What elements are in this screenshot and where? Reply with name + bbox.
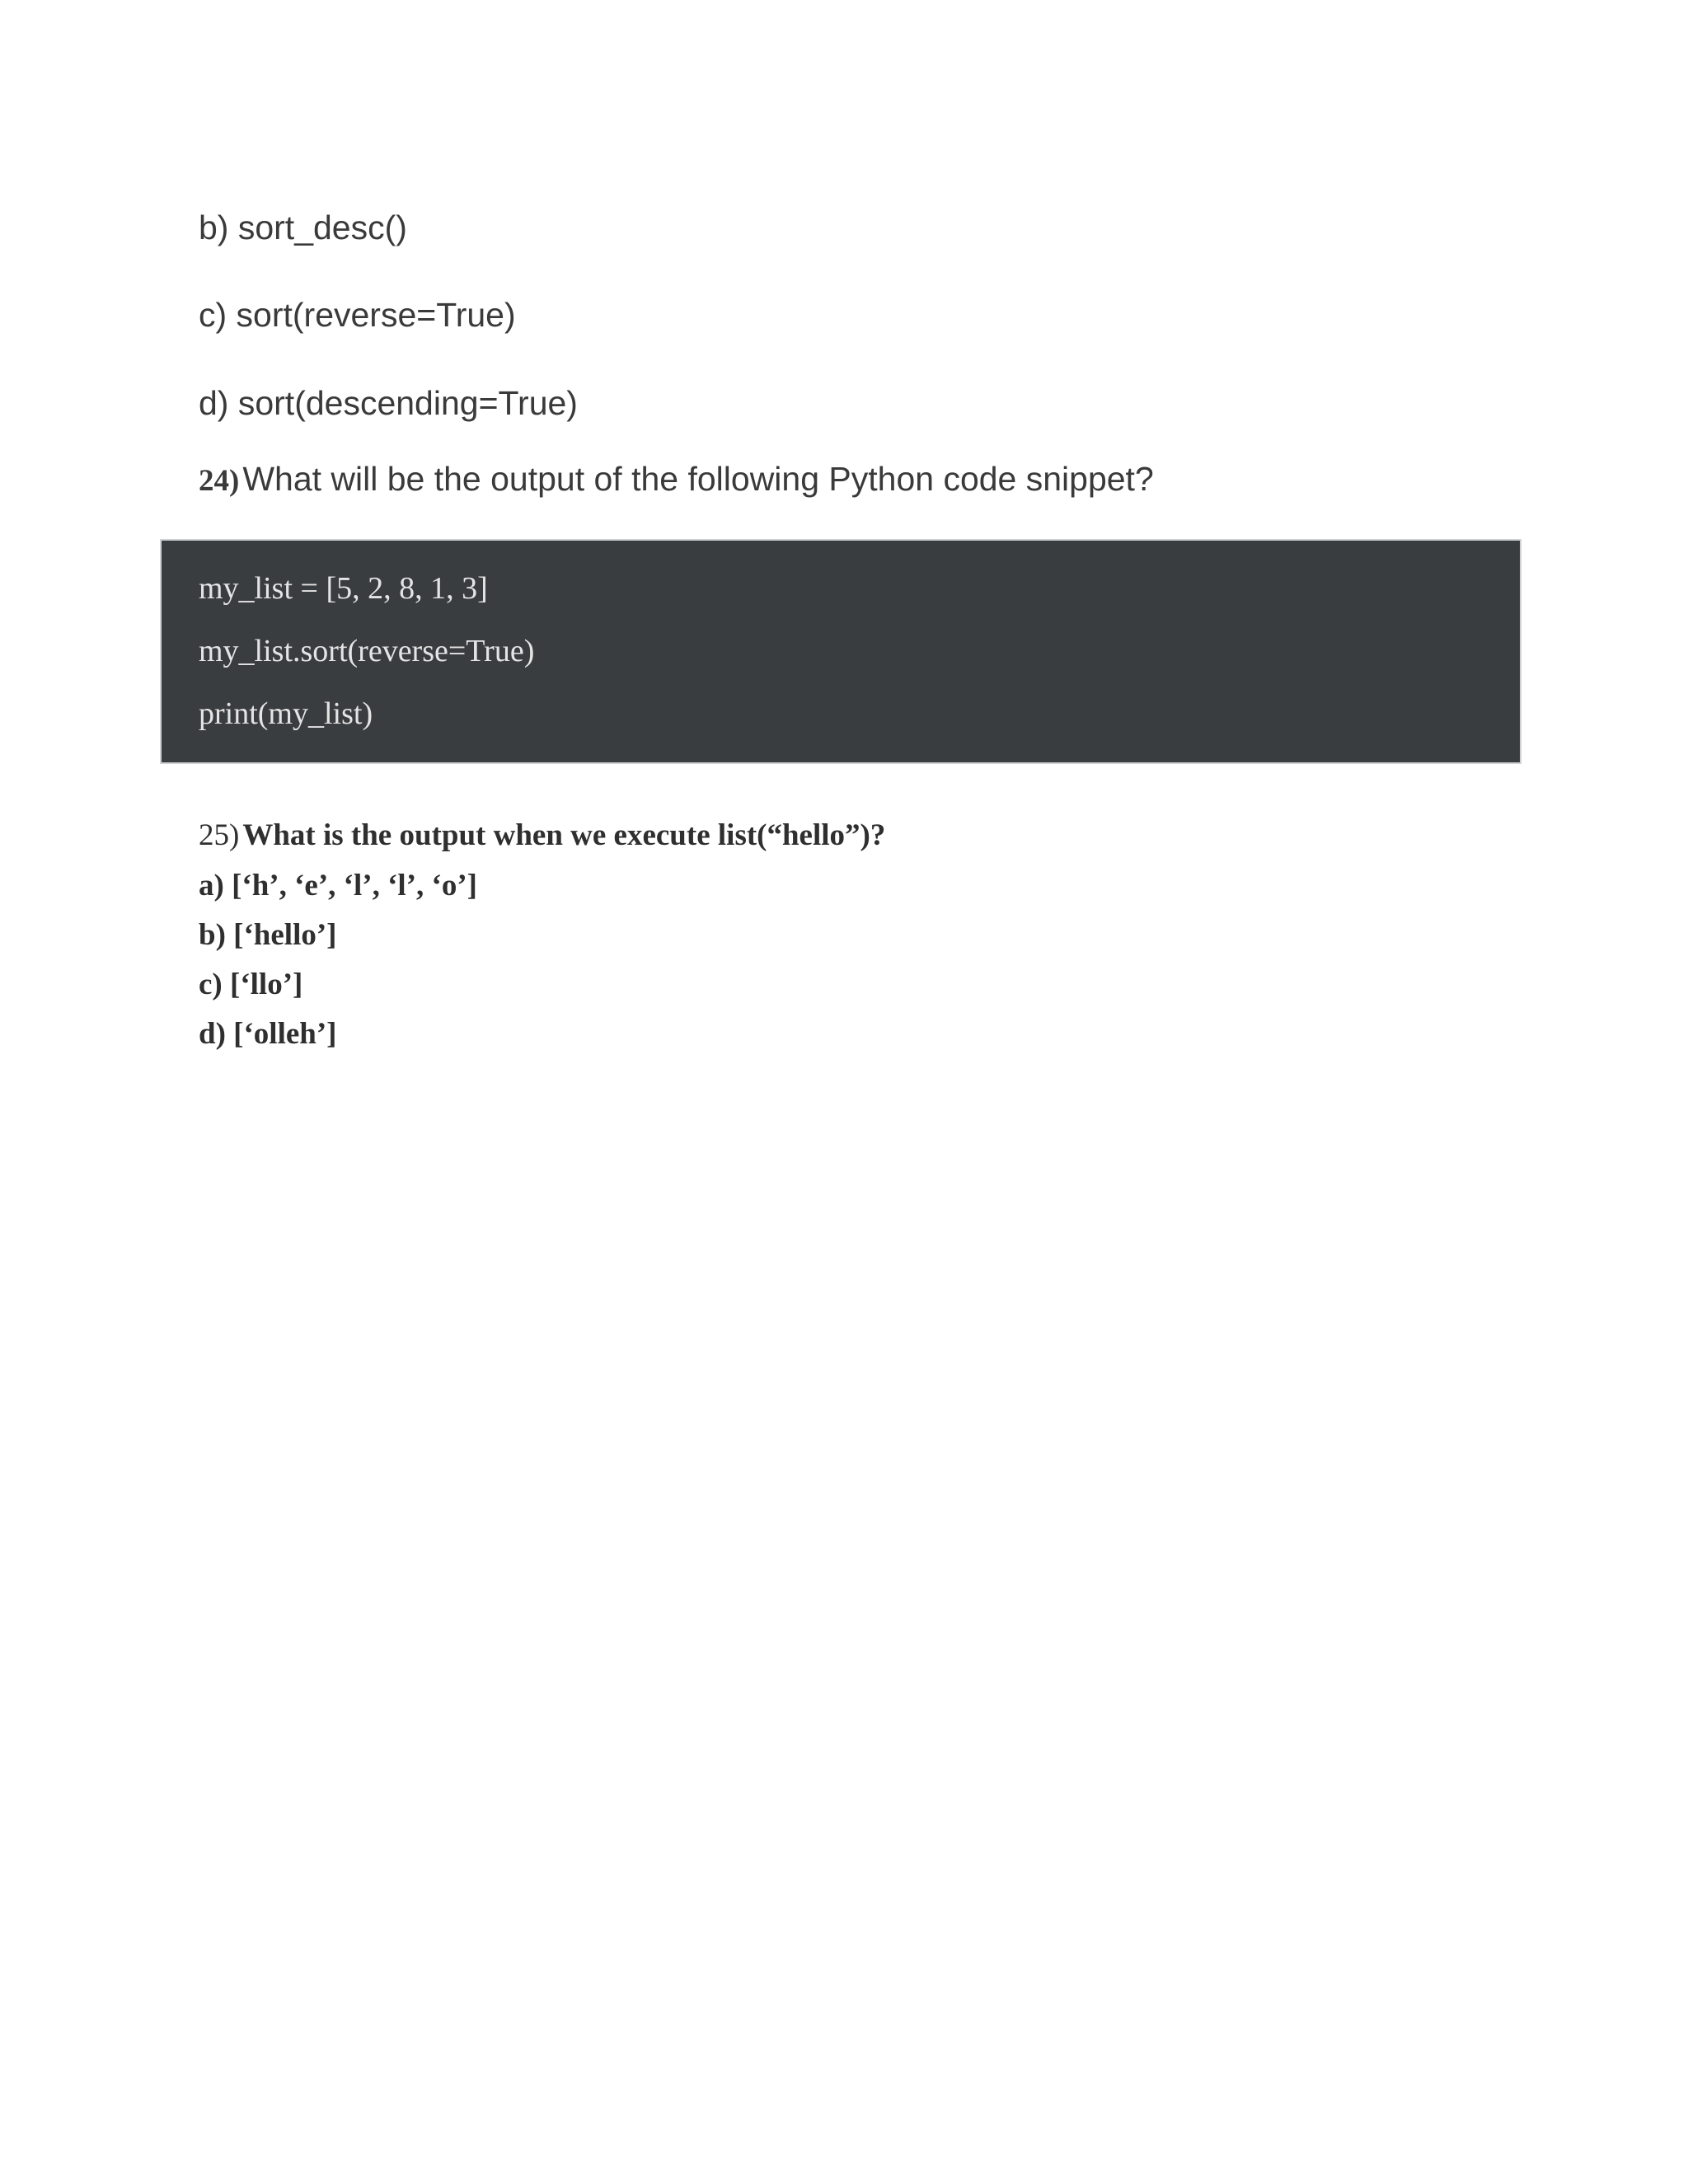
code-line: my_list = [5, 2, 8, 1, 3]: [199, 571, 488, 606]
question-24-text: What will be the output of the following Python code snippet?: [242, 460, 1154, 498]
answer-option-b: b) [‘hello’]: [199, 918, 337, 952]
question-24: [199, 460, 1154, 499]
answer-option-a: a) [‘h’, ‘e’, ‘l’, ‘l’, ‘o’]: [199, 869, 477, 902]
question-25-number: 25): [199, 818, 240, 852]
question-25-text: What is the output when we execute list(“hello”)?: [242, 818, 886, 852]
code-line: print(my_list): [199, 696, 373, 731]
code-line: my_list.sort(reverse=True): [199, 634, 535, 668]
option-c-sort-reverse: c) sort(reverse=True): [199, 296, 516, 334]
option-b-sort-desc: b) sort_desc(): [199, 209, 407, 246]
question-24-number: 24): [199, 464, 240, 498]
answer-option-d: d) [‘olleh’]: [199, 1017, 337, 1051]
question-25: [199, 818, 885, 853]
answer-option-c: c) [‘llo’]: [199, 968, 303, 1001]
option-d-sort-descending: d) sort(descending=True): [199, 384, 578, 422]
code-snippet-block: [160, 539, 1522, 764]
